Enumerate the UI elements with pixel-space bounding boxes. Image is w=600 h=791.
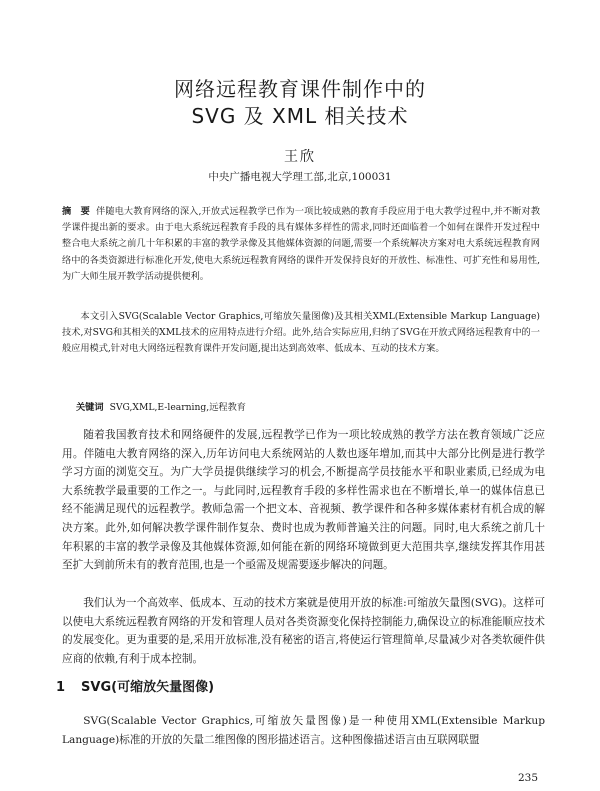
author-name: 王欣 (284, 149, 316, 165)
abstract-paragraph-1 (62, 204, 540, 285)
title-line-1: 网络远程教育课件制作中的 (174, 77, 426, 101)
body-paragraph-1: 随着我国教育技术和网络硬件的发展,远程教学已作为一项比较成熟的教学方法在教育领域广泛应用。伴随电大教育网络的深入,历年访问电大系统网站的人数也逐年增加,而其中大部分比例是进行教学学习方面的浏览交互。为广大学员提供继续学习的机会,不断提高学员技能水平和职业素质,已经成为电大系统教学最重要的工作之一。与此同时,远程教育手段的多样性需求也在不断增长,单一的媒体信息已经不能满足现代的远程教学。教师急需一个把文本、音视频、教学课件和各种多媒体素材有机合成的解决方案。此外,如何解决教学课件制作复杂、费时也成为教师普遍关注的问题。同时,电大系统之前几十年积累的丰富的教学录像及其他媒体资源,如何能在新的网络环境做到更大范围共享,继续发挥其作用甚至扩大到前所未有的教育范围,也是一个亟需及规需要逐步解决的问题。 (62, 429, 545, 572)
body-paragraph-2: 我们认为一个高效率、低成本、互动的技术方案就是使用开放的标准:可缩放矢量图(SVG)。这样可以使电大系统远程教育网络的开发和管理人员对各类资源变化保持控制能力,确保设立的标准能顺应技术的发展变化。更为重要的是,采用开放标准,没有秘密的语言,将使运行管理简单,尽量减少对各类软硬件供应商的依赖,有利于成本控制。 (62, 597, 545, 665)
author-affiliation: 中央广播电视大学理工部,北京,100031 (208, 171, 392, 183)
section-heading (56, 676, 214, 695)
section-number: 1 (56, 680, 66, 695)
page-number: 235 (518, 772, 539, 784)
keywords-line (76, 399, 246, 413)
abstract-label: 摘 要 (62, 206, 90, 217)
abstract-paragraph-2: 本文引入SVG(Scalable Vector Graphics,可缩放矢量图像)及其相关XML(Extensible Markup Language)技术,对SVG和其相关的XML技术的应用特点进行介绍。此外,结合实际应用,归纳了SVG在开放式网络远程教育中的一般应用模式,针对电大网络远程教育课件开发问题,提出达到高效率、低成本、互动的技术方案。 (62, 311, 540, 355)
keywords-label: 关键词 (76, 402, 104, 413)
keywords-text: SVG,XML,E-learning,远程教育 (109, 402, 246, 413)
section-title: SVG(可缩放矢量图像) (81, 680, 215, 695)
title-line-2: SVG 及 XML 相关技术 (191, 104, 409, 128)
body-paragraph-3: SVG(Scalable Vector Graphics,可缩放矢量图像)是一种使用XML(Extensible Markup Language)标准的开放的矢量二维图像的图形描述语言。这种图像描述语言由互联网联盟 (62, 715, 545, 746)
abstract-text-1: 伴随电大教育网络的深入,开放式远程教学已作为一项比较成熟的教育手段应用于电大教学过程中,并不断对教学课件提出新的要求。由于电大系统远程教育手段的具有媒体多样性的需求,同时还面临着一个如何在课件开发过程中整合电大系统之前几十年积累的丰富的教学录像及其他媒体资源的问题,需要一个系统解决方案对电大系统远程教育网络中的各类资源进行标准化开发,使电大系统远程教育网络的课件开发保持良好的开放性、标准性、可扩充性和易用性,为广大师生展开教学活动提供便利。 (62, 206, 541, 282)
